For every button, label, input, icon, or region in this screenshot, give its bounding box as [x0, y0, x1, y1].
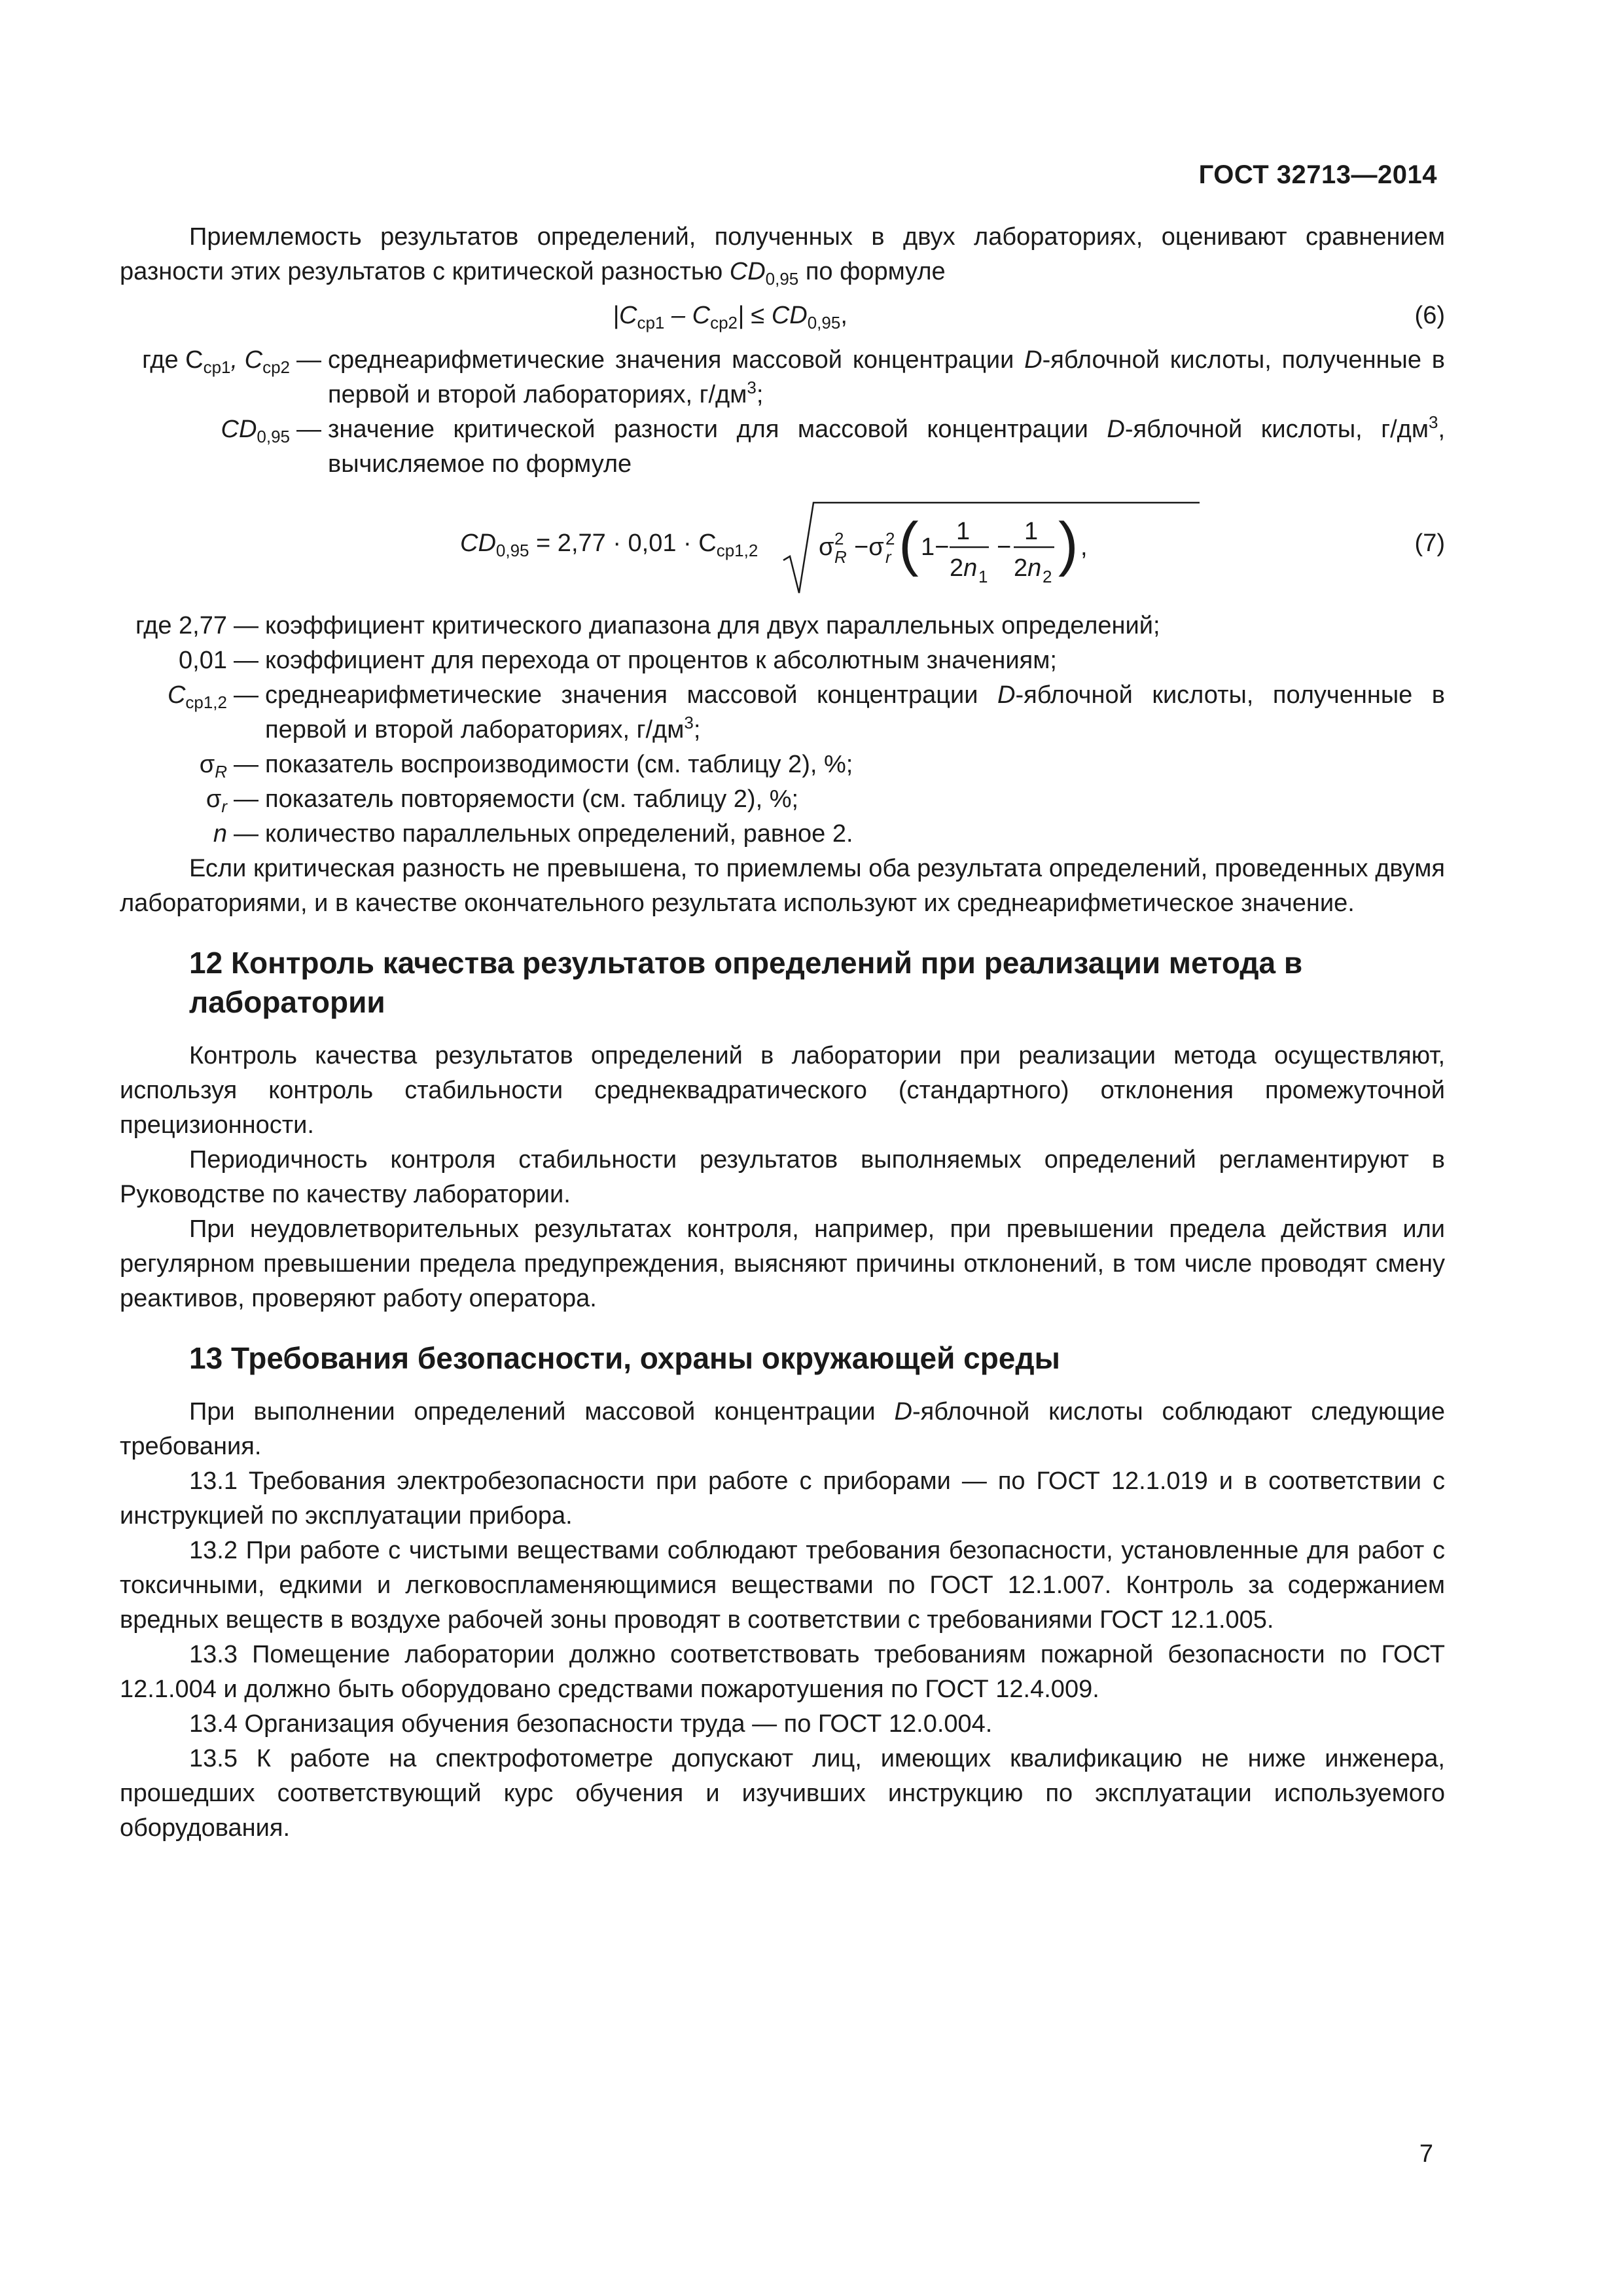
svg-text:1: 1 [978, 567, 988, 586]
definition-row: $CD_{0,95}$ — значение критической разности для массовой концентрации D-яблочной кислоты, $г/дм^3$, вычисляемое по формуле [221, 412, 1446, 478]
svg-text:2n: 2n [950, 554, 978, 582]
formula-7 [120, 495, 1445, 600]
svg-text:,: , [1080, 533, 1088, 561]
section-13-heading: 13 Требования безопасности, охраны окружающей среды [189, 1341, 1060, 1375]
definition-row: $C_{ср1,2}$ — среднеарифметические значения массовой концентрации D-яблочной кислоты, полученные в первой и второй лабораториях, $г/дм^3$; [167, 681, 1445, 744]
acceptance-paragraph: Если критическая разность не превышена, то приемлемы оба результата определений, проведенных двумя лабораториями, и в качестве окончательного результата используют их среднеарифметическое значение. [120, 855, 1445, 917]
svg-text:r: r [885, 547, 891, 567]
section-13-item: 13.3 Помещение лаборатории должно соответствовать требованиям пожарной безопасности по ГОСТ 12.1.004 и должно быть оборудовано средствами пожаротушения по ГОСТ 12.4.009. [120, 1641, 1445, 1703]
section-13-intro: При выполнении определений массовой концентрации D-яблочной кислоты соблюдают следующие требования. [120, 1398, 1445, 1460]
svg-text:(: ( [899, 511, 919, 577]
section-12-heading: 12 Контроль качества результатов определений при реализации метода в лаборатории [189, 946, 1303, 1019]
svg-text:): ) [1058, 511, 1079, 577]
definition-row: n — количество параллельных определений, равное 2. [213, 820, 853, 848]
definition-row: $\sigma_r$ — показатель повторяемости (см. таблицу 2), %; [205, 785, 799, 816]
svg-text:R: R [834, 547, 847, 567]
formula-7-left: $CD_{0,95} = 2,77 \cdot 0,01 \cdot C_{ср1,2}$ [460, 529, 758, 560]
equation-number-6: (6) [1414, 302, 1445, 329]
standard-number: ГОСТ 32713—2014 [1198, 160, 1437, 189]
svg-text:1: 1 [956, 518, 971, 545]
svg-text:2: 2 [885, 529, 895, 548]
definition-row: где 2,77 — коэффициент критического диапазона для двух параллельных определений; [135, 612, 1160, 639]
intro-paragraph: Приемлемость результатов определений, полученных в двух лабораториях, оценивают сравнением разности этих результатов с критической разностью $CD_{0,95}$ по формуле [120, 223, 1445, 289]
svg-text:2n: 2n [1014, 554, 1042, 582]
section-12-paragraph: Контроль качества результатов определений в лаборатории при реализации метода осуществляют, используя контроль стабильности среднеквадратического (стандартного) отклонения промежуточной прецизионности. [120, 1042, 1445, 1139]
section-13-item: 13.2 При работе с чистыми веществами соблюдают требования безопасности, установленные для работ с токсичными, едкими и легковоспламеняющимися веществами по ГОСТ 12.1.007. Контроль за содержанием вредных веществ в воздухе рабочей зоны проводят в соответствии с требованиями ГОСТ 12.1.005. [120, 1537, 1445, 1634]
equation-number-7: (7) [1414, 529, 1445, 557]
svg-text:2: 2 [1043, 567, 1052, 586]
formula-6: $|C_{ср1} - C_{ср2}| \le CD_{0,95}$, (6) [120, 298, 1445, 339]
svg-text:−: − [997, 533, 1012, 561]
svg-text:1: 1 [1024, 518, 1039, 545]
definition-row: где $C_{ср1}$, $C_{ср2}$ — среднеарифметические значения массовой концентрации D-яблочной кислоты, полученные в первой и второй лабораториях, $г/дм^3$; [142, 346, 1445, 408]
section-13-item: 13.4 Организация обучения безопасности труда — по ГОСТ 12.0.004. [189, 1710, 993, 1738]
section-13-item: 13.1 Требования электробезопасности при работе с приборами — по ГОСТ 12.1.019 и в соответствии с инструкцией по эксплуатации прибора. [120, 1467, 1445, 1530]
section-13-item: 13.5 К работе на спектрофотометре допускают лиц, имеющих квалификацию не ниже инженера, прошедших соответствующий курс обучения и изучивших инструкцию по эксплуатации используемого оборудования. [120, 1745, 1445, 1842]
page-content [120, 220, 1445, 1846]
definition-row: 0,01 — коэффициент для перехода от процентов к абсолютным значениям; [179, 647, 1057, 674]
svg-text:σ: σ [819, 533, 834, 561]
svg-text:2: 2 [834, 529, 844, 548]
definition-row: $\sigma_R$ — показатель воспроизводимости (см. таблицу 2), %; [199, 751, 853, 781]
svg-text:−σ: −σ [854, 533, 884, 561]
section-12-paragraph: При неудовлетворительных результатах контроля, например, при превышении предела действия или регулярном превышении предела предупреждения, выясняют причины отклонений, в том числе проводят смену реактивов, проверяют работу оператора. [120, 1215, 1445, 1312]
formula-7-radical [781, 495, 1239, 600]
page-number: 7 [1419, 2140, 1433, 2168]
svg-text:1−: 1− [921, 533, 950, 561]
definitions-formula-7 [120, 609, 1445, 852]
definitions-formula-6 [120, 343, 1445, 482]
section-12-paragraph: Периодичность контроля стабильности результатов выполняемых определений регламентируют в Руководстве по качеству лаборатории. [120, 1146, 1445, 1208]
